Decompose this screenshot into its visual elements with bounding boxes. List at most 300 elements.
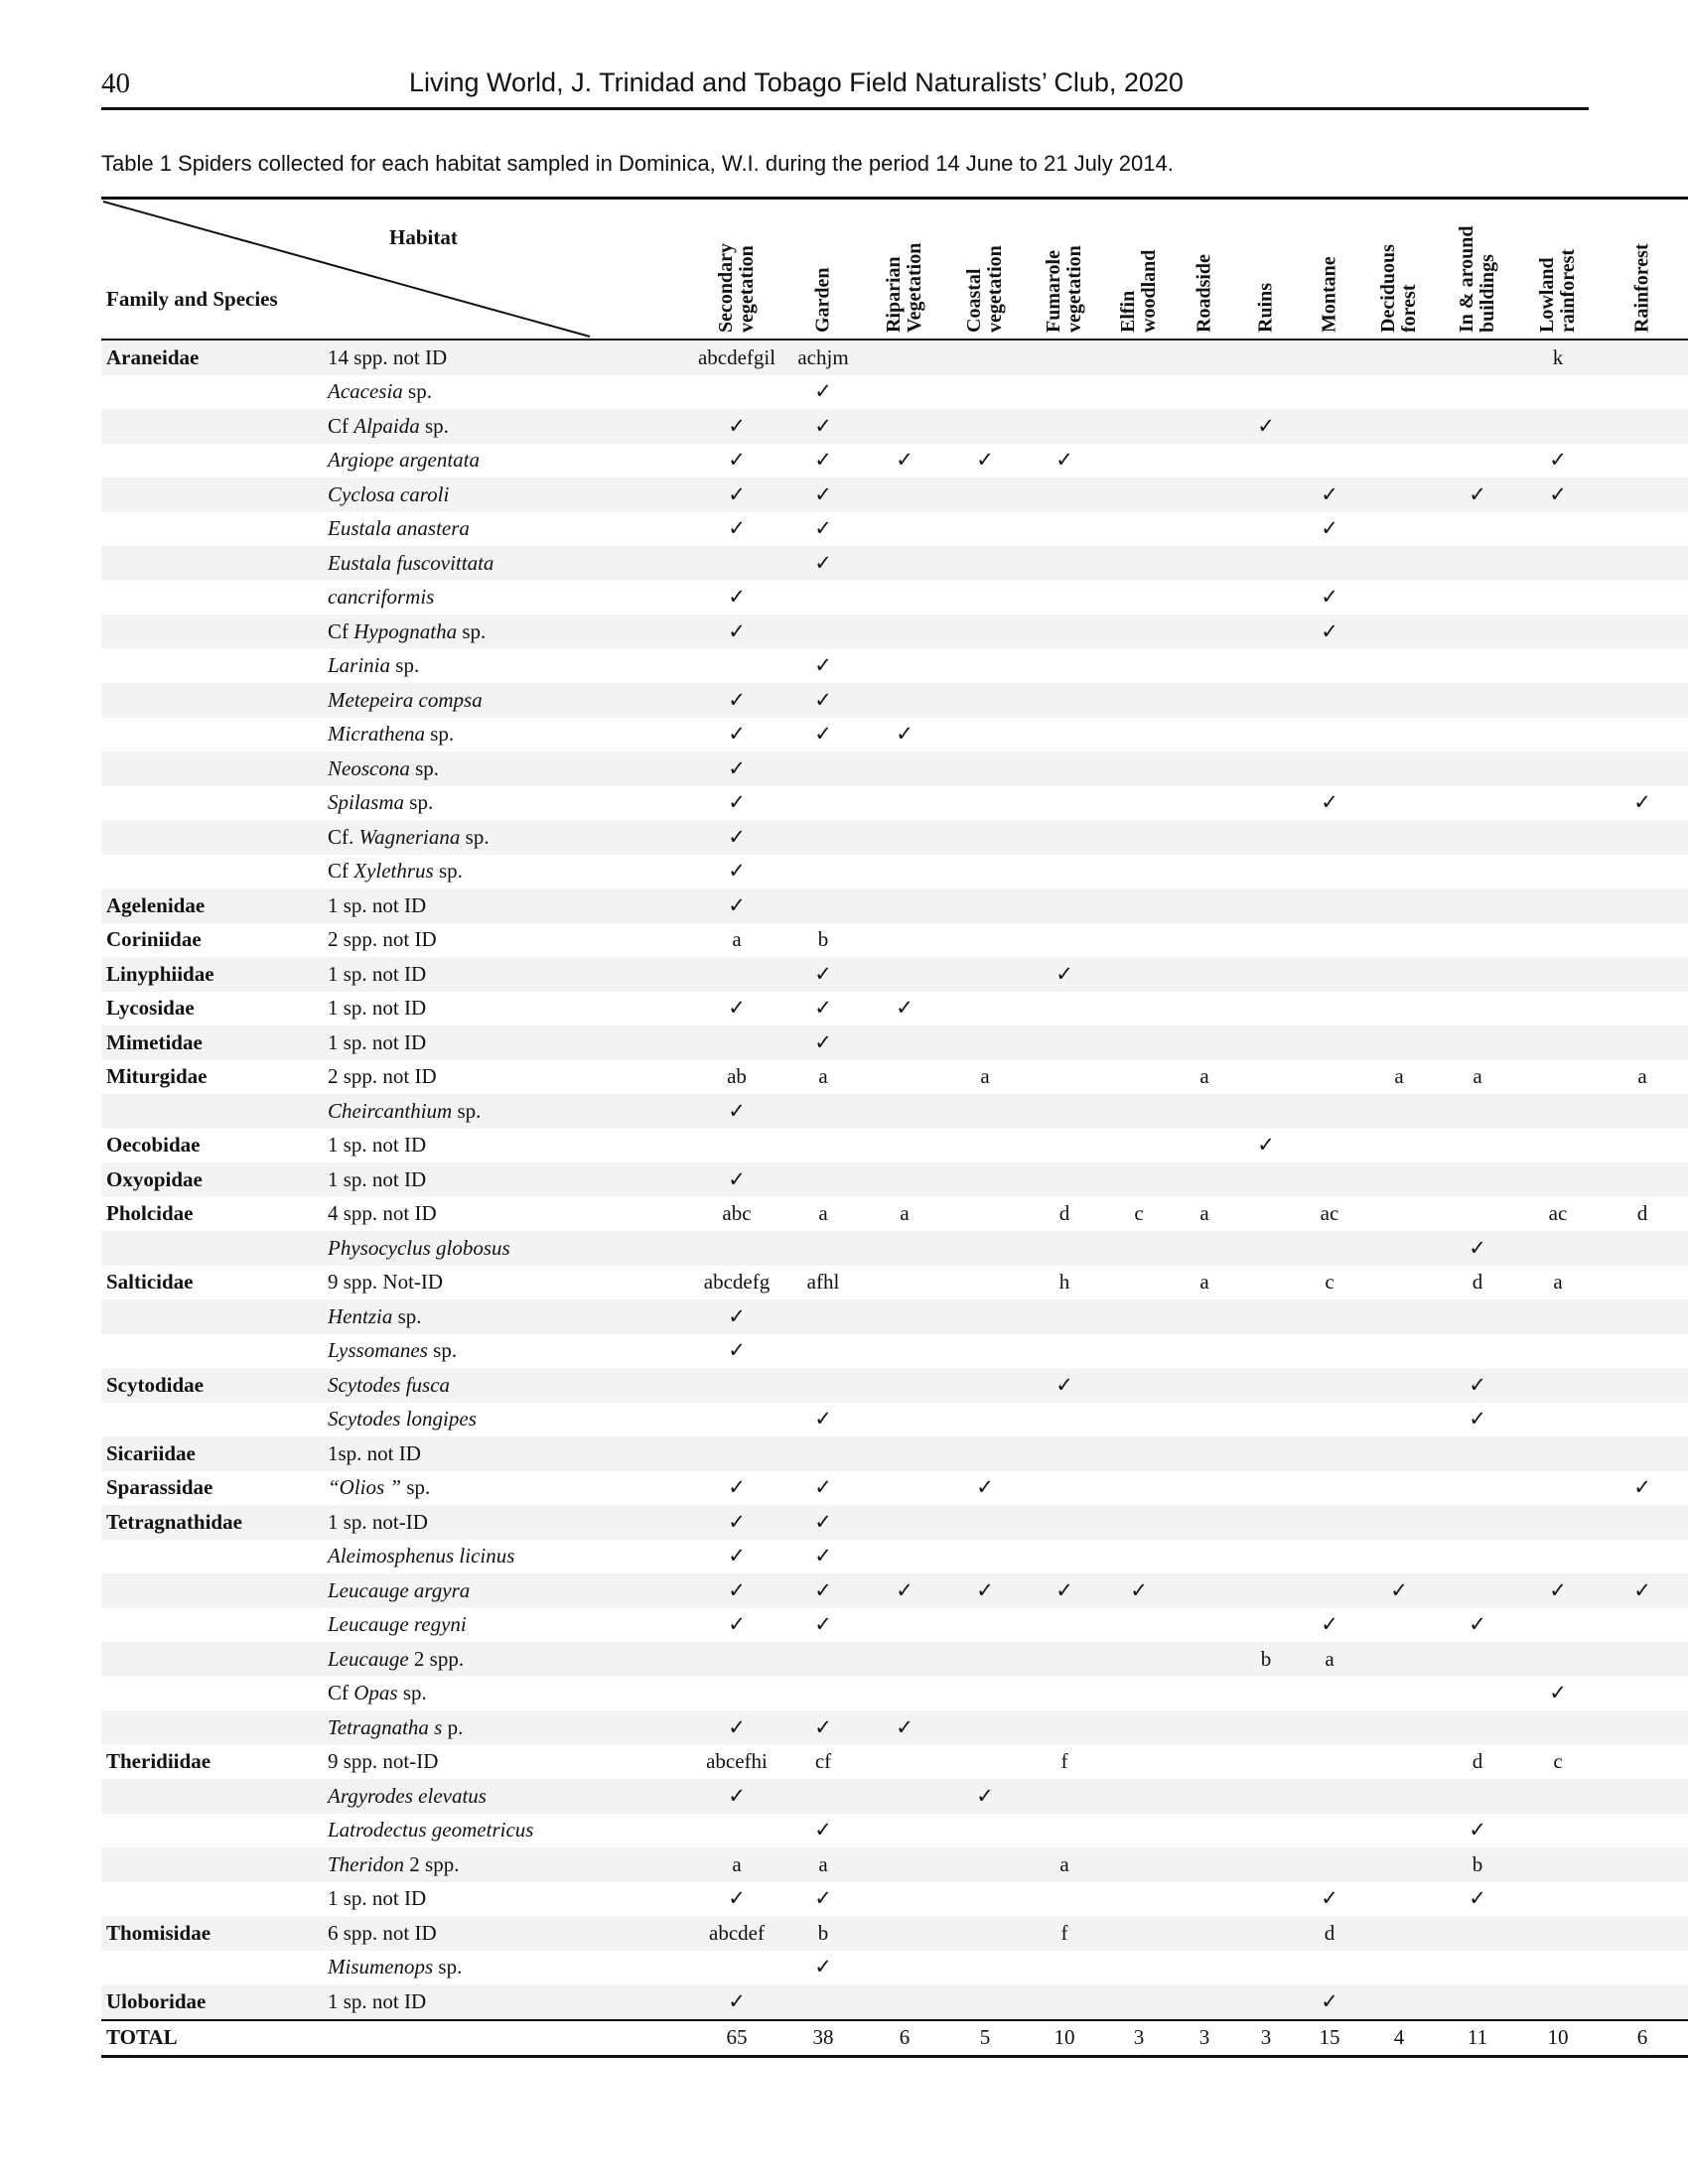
habitat-cell (782, 855, 864, 889)
habitat-cell (945, 751, 1025, 786)
habitat-cell (1025, 478, 1104, 512)
habitat-cell (1025, 1334, 1104, 1369)
habitat-cell (1597, 546, 1688, 581)
habitat-header-12 (1597, 200, 1688, 340)
check-icon: ✓ (1597, 1573, 1688, 1608)
check-icon: ✓ (814, 448, 832, 473)
habitat-cell (1235, 1060, 1297, 1095)
total-value: 38 (782, 2020, 864, 2057)
species-pre: 1 sp. not ID (328, 1988, 427, 2013)
habitat-cell (1104, 1368, 1174, 1403)
habitat-cell (1519, 888, 1597, 923)
habitat-cell (1025, 1436, 1104, 1471)
species-cell (326, 1882, 691, 1917)
check-icon: ✓ (814, 722, 832, 747)
habitat-cell (1235, 992, 1297, 1026)
habitat-cell (1297, 1505, 1362, 1540)
species-cell (326, 923, 691, 958)
habitat-cell (945, 1540, 1025, 1574)
habitat-cell (782, 1162, 864, 1197)
habitat-cell (1436, 855, 1519, 889)
species-cell (326, 1025, 691, 1060)
species-pre: 1 sp. not ID (328, 996, 427, 1021)
page-number: 40 (101, 68, 130, 99)
habitat-cell (691, 957, 782, 992)
habitat-cell (1104, 992, 1174, 1026)
species-it: Argyrodes elevatus (328, 1783, 487, 1808)
check-icon: ✓ (691, 1299, 782, 1334)
habitat-cell (1297, 1471, 1362, 1506)
check-icon: ✓ (728, 996, 746, 1021)
habitat-cell (1025, 1299, 1104, 1334)
habitat-cell (1597, 478, 1688, 512)
table-row (101, 1847, 1688, 1882)
check-icon: ✓ (728, 1338, 746, 1363)
habitat-header-line: Lowland (1536, 257, 1558, 333)
habitat-cell (1025, 820, 1104, 855)
habitat-cell (1297, 992, 1362, 1026)
habitat-header-line: In & around (1456, 225, 1477, 333)
habitat-cell (1174, 1916, 1235, 1951)
habitat-cell (1104, 923, 1174, 958)
habitat-cell (945, 1334, 1025, 1369)
habitat-cell (1362, 1025, 1436, 1060)
total-value: 65 (691, 2020, 782, 2057)
habitat-cell (1597, 1436, 1688, 1471)
habitat-cell (691, 375, 782, 410)
species-cell (326, 614, 691, 649)
habitat-cell (1362, 1710, 1436, 1745)
habitat-cell (1436, 1573, 1519, 1608)
species-cell (326, 1814, 691, 1848)
table-row (101, 1368, 1688, 1403)
species-cell (326, 820, 691, 855)
species-it: Cheircanthium (328, 1098, 453, 1123)
habitat-cell (1436, 923, 1519, 958)
total-row (101, 2020, 1688, 2057)
species-cell (326, 1094, 691, 1129)
check-icon: ✓ (1519, 478, 1597, 512)
table-row (101, 1025, 1688, 1060)
habitat-header-line: vegetation (984, 245, 1006, 333)
check-icon: ✓ (814, 1475, 832, 1500)
habitat-cell (1436, 1471, 1519, 1506)
habitat-cell (1025, 375, 1104, 410)
habitat-cell (1235, 683, 1297, 718)
species-cell (326, 1540, 691, 1574)
habitat-cell (864, 1882, 945, 1917)
habitat-cell (1362, 1608, 1436, 1643)
habitat-cell (1174, 649, 1235, 684)
habitat-cell (1104, 1677, 1174, 1711)
habitat-cell (1597, 683, 1688, 718)
habitat-header-line: Deciduous (1377, 244, 1399, 333)
habitat-cell (1597, 1505, 1688, 1540)
species-post: sp. (401, 1475, 431, 1500)
habitat-cell (1297, 1847, 1362, 1882)
habitat-cell (1297, 1060, 1362, 1095)
habitat-cell (1297, 1779, 1362, 1814)
species-cell (326, 1436, 691, 1471)
habitat-cell (1362, 1162, 1436, 1197)
habitat-cell (1235, 1471, 1297, 1506)
habitat-cell: c (1325, 1270, 1335, 1295)
habitat-cell (1362, 1745, 1436, 1780)
habitat-cell (1362, 683, 1436, 718)
habitat-cell (1174, 1608, 1235, 1643)
habitat-cell (1519, 1642, 1597, 1677)
habitat-cell: a (1199, 1270, 1209, 1295)
habitat-cell (945, 1814, 1025, 1848)
habitat-cell (864, 923, 945, 958)
table-row (101, 375, 1688, 410)
species-cell (326, 649, 691, 684)
habitat-cell (691, 1403, 782, 1437)
habitat-cell: d (1472, 1749, 1483, 1774)
habitat-cell (782, 1677, 864, 1711)
habitat-cell (864, 1608, 945, 1643)
habitat-header-label (1256, 283, 1277, 333)
habitat-cell (691, 1129, 782, 1163)
habitat-cell (1519, 1403, 1597, 1437)
habitat-cell (1362, 992, 1436, 1026)
family-cell: Oxyopidae (101, 1162, 326, 1197)
habitat-cell: achjm (782, 340, 864, 375)
habitat-cell (1235, 478, 1297, 512)
habitat-cell (1297, 1299, 1362, 1334)
habitat-cell (1362, 751, 1436, 786)
species-cell (326, 957, 691, 992)
table-row (101, 820, 1688, 855)
habitat-cell (1519, 957, 1597, 992)
table-header-row (101, 200, 1688, 340)
species-cell (326, 1916, 691, 1951)
table-row (101, 1162, 1688, 1197)
table-row (101, 1266, 1688, 1300)
species-it: Hypognatha (353, 618, 458, 643)
habitat-cell (945, 992, 1025, 1026)
species-cell (326, 1745, 691, 1780)
habitat-cell (1597, 581, 1688, 615)
habitat-cell (1174, 1814, 1235, 1848)
habitat-cell (1436, 409, 1519, 444)
family-cell (101, 375, 326, 410)
family-cell (101, 649, 326, 684)
habitat-cell (1104, 1882, 1174, 1917)
total-value: 3 (1235, 2020, 1297, 2057)
check-icon: ✓ (814, 516, 832, 541)
habitat-cell (1436, 340, 1519, 375)
table-row (101, 1677, 1688, 1711)
species-post: 2 spp. (408, 1646, 465, 1671)
habitat-cell (945, 546, 1025, 581)
family-cell: Thomisidae (101, 1916, 326, 1951)
check-icon: ✓ (1257, 1133, 1275, 1158)
habitat-cell (1597, 1025, 1688, 1060)
family-cell: Sparassidae (106, 1475, 213, 1500)
habitat-cell (1519, 786, 1597, 821)
habitat-cell: f (1060, 1749, 1068, 1774)
check-icon: ✓ (1633, 790, 1651, 815)
habitat-cell (1436, 1094, 1519, 1129)
habitat-cell (864, 1847, 945, 1882)
species-pre: 1 sp. not ID (328, 1886, 427, 1911)
species-it: Leucauge (328, 1646, 409, 1671)
habitat-cell (1235, 1299, 1297, 1334)
habitat-header-line: Coastal (963, 268, 985, 333)
habitat-cell (1174, 375, 1235, 410)
habitat-cell (1174, 1710, 1235, 1745)
habitat-cell: abcdefg (703, 1270, 771, 1295)
habitat-cell (1597, 718, 1688, 752)
habitat-cell (1174, 923, 1235, 958)
habitat-cell (1362, 1334, 1436, 1369)
habitat-cell (1519, 1710, 1597, 1745)
habitat-header-label (1118, 250, 1160, 333)
habitat-cell (1297, 751, 1362, 786)
habitat-cell (1597, 1642, 1688, 1677)
habitat-cell (1235, 923, 1297, 958)
habitat-cell (1597, 1677, 1688, 1711)
habitat-cell: ac (1320, 1201, 1339, 1226)
species-it: Acacesia (328, 379, 403, 404)
habitat-cell (1362, 1984, 1436, 2020)
check-icon: ✓ (728, 722, 746, 747)
family-cell: Oecobidae (106, 1133, 201, 1158)
check-icon: ✓ (691, 1505, 782, 1540)
habitat-cell (1597, 1129, 1688, 1163)
table-caption: Table 1 Spiders collected for each habitat sampled in Dominica, W.I. during the period 14 June to 21 July 2014. (101, 151, 1174, 176)
habitat-cell (1025, 855, 1104, 889)
habitat-cell (1597, 992, 1688, 1026)
habitat-cell (1597, 923, 1688, 958)
species-it: Hentzia (328, 1303, 393, 1328)
habitat-cell (864, 1299, 945, 1334)
check-icon: ✓ (814, 1612, 832, 1637)
check-icon: ✓ (691, 888, 782, 923)
habitat-cell (1025, 546, 1104, 581)
habitat-cell (1436, 1916, 1519, 1951)
species-it: Latrodectus geometricus (328, 1818, 534, 1843)
species-it: Eustala anastera (328, 516, 470, 541)
species-pre: 1 sp. not ID (328, 1029, 427, 1054)
table-row (101, 1060, 1688, 1095)
habitat-cell (1174, 1779, 1235, 1814)
habitat-header-line: Roadside (1193, 254, 1215, 333)
habitat-cell (1519, 1025, 1597, 1060)
habitat-header-line: Fumarole (1043, 250, 1064, 333)
check-icon: ✓ (1436, 1368, 1519, 1403)
habitat-cell (1436, 375, 1519, 410)
species-pre: 9 spp. not-ID (328, 1749, 439, 1774)
species-pre: 2 spp. not ID (328, 1064, 437, 1089)
table-row (101, 1197, 1688, 1232)
species-post: sp. (427, 1338, 458, 1363)
habitat-cell (691, 1025, 782, 1060)
habitat-cell (1597, 855, 1688, 889)
family-cell (101, 855, 326, 889)
table-row (101, 1608, 1688, 1643)
habitat-cell: c (1553, 1749, 1563, 1774)
habitat-cell: b (1436, 1847, 1519, 1882)
habitat-cell (864, 340, 945, 375)
habitat-cell (864, 581, 945, 615)
habitat-cell (1297, 1162, 1362, 1197)
habitat-header-line: Montane (1318, 256, 1340, 333)
habitat-cell (1174, 478, 1235, 512)
habitat-cell (945, 1025, 1025, 1060)
species-pre: 1 sp. not ID (328, 1133, 427, 1158)
habitat-header-7 (1235, 200, 1297, 340)
habitat-cell (945, 786, 1025, 821)
habitat-cell (1104, 1129, 1174, 1163)
habitat-cell (782, 1984, 864, 2020)
check-icon: ✓ (896, 722, 914, 747)
species-cell (326, 1060, 691, 1095)
table-row (101, 923, 1688, 958)
table-row (101, 1094, 1688, 1129)
habitat-cell (1519, 375, 1597, 410)
habitat-cell (1104, 683, 1174, 718)
check-icon: ✓ (728, 1544, 746, 1569)
habitat-cell (1519, 1471, 1597, 1506)
family-cell (101, 1299, 326, 1334)
habitat-cell (1025, 1951, 1104, 1985)
habitat-cell (1025, 1710, 1104, 1745)
check-icon: ✓ (945, 1573, 1025, 1608)
habitat-cell (1235, 444, 1297, 478)
habitat-cell (945, 478, 1025, 512)
habitat-cell (1436, 888, 1519, 923)
habitat-cell (691, 1677, 782, 1711)
habitat-cell (1362, 1299, 1436, 1334)
check-icon: ✓ (691, 1573, 782, 1608)
species-pre: Cf (328, 413, 354, 438)
species-post: sp. (402, 379, 432, 404)
habitat-cell (1519, 1779, 1597, 1814)
check-icon: ✓ (728, 1886, 746, 1911)
habitat-cell (1174, 1436, 1235, 1471)
habitat-cell (1025, 1060, 1104, 1095)
habitat-cell: abcefhi (706, 1749, 768, 1774)
habitat-cell (1597, 1814, 1688, 1848)
habitat-cell (864, 409, 945, 444)
habitat-cell (1362, 1094, 1436, 1129)
habitat-cell (1174, 1403, 1235, 1437)
habitat-cell (945, 1129, 1025, 1163)
species-pre: 4 spp. not ID (328, 1201, 437, 1226)
check-icon: ✓ (691, 1094, 782, 1129)
habitat-cell (1235, 1162, 1297, 1197)
habitat-cell (1436, 1436, 1519, 1471)
habitat-cell (1597, 1094, 1688, 1129)
habitat-header-label (1457, 226, 1498, 333)
check-icon: ✓ (896, 996, 914, 1021)
habitat-header-line: Rainforest (1630, 243, 1653, 333)
check-icon: ✓ (1025, 957, 1104, 992)
habitat-cell (1025, 1642, 1104, 1677)
check-icon: ✓ (691, 683, 782, 718)
habitat-cell (1597, 340, 1688, 375)
habitat-cell (1362, 1882, 1436, 1917)
habitat-cell (1025, 512, 1104, 547)
habitat-cell (1235, 1436, 1297, 1471)
check-icon: ✓ (864, 1710, 945, 1745)
family-cell: Scytodidae (101, 1368, 326, 1403)
species-cell (326, 375, 691, 410)
check-icon: ✓ (728, 1475, 746, 1500)
habitat-cell (1297, 683, 1362, 718)
habitat-cell (1436, 1129, 1519, 1163)
habitat-cell (1174, 1162, 1235, 1197)
family-cell (101, 786, 326, 821)
species-it: cancriformis (328, 585, 435, 610)
habitat-cell: h (1058, 1270, 1070, 1295)
species-cell (326, 718, 691, 752)
habitat-cell (864, 1745, 945, 1780)
check-icon: ✓ (691, 1779, 782, 1814)
check-icon: ✓ (782, 683, 864, 718)
habitat-cell (782, 614, 864, 649)
habitat-cell (945, 1677, 1025, 1711)
habitat-cell (1025, 1608, 1104, 1643)
habitat-cell (1025, 1471, 1104, 1506)
corner-diagonal-line (101, 200, 691, 339)
table-row (101, 1299, 1688, 1334)
habitat-cell (1174, 1368, 1235, 1403)
habitat-cell: d (1636, 1201, 1648, 1226)
habitat-header-10 (1436, 200, 1519, 340)
habitat-cell (1597, 957, 1688, 992)
habitat-cell (1025, 1231, 1104, 1266)
habitat-cell (945, 1368, 1025, 1403)
habitat-cell (782, 1436, 864, 1471)
check-icon: ✓ (1321, 1612, 1338, 1637)
check-icon: ✓ (814, 379, 832, 404)
habitat-cell (1297, 1745, 1362, 1780)
table-row (101, 340, 1688, 375)
habitat-cell: abcdef (691, 1916, 782, 1951)
habitat-cell (1104, 1231, 1174, 1266)
habitat-cell: d (1297, 1916, 1362, 1951)
habitat-cell (945, 649, 1025, 684)
check-icon: ✓ (1469, 1612, 1486, 1637)
family-cell (101, 1642, 326, 1677)
habitat-cell (1297, 1025, 1362, 1060)
species-it: Theridon (328, 1851, 405, 1876)
check-icon: ✓ (1633, 1475, 1651, 1500)
habitat-cell (1297, 649, 1362, 684)
habitat-cell (1174, 512, 1235, 547)
table-row (101, 649, 1688, 684)
habitat-cell (782, 1642, 864, 1677)
habitat-cell (864, 614, 945, 649)
habitat-cell (1025, 786, 1104, 821)
check-icon: ✓ (691, 751, 782, 786)
habitat-cell: c (1134, 1201, 1144, 1226)
table-row (101, 786, 1688, 821)
habitat-cell (1235, 1847, 1297, 1882)
habitat-cell (1235, 1197, 1297, 1232)
habitat-cell (1235, 1984, 1297, 2020)
habitat-cell (1436, 992, 1519, 1026)
check-icon: ✓ (782, 957, 864, 992)
habitat-cell (1174, 1299, 1235, 1334)
habitat-cell (1519, 1231, 1597, 1266)
check-icon: ✓ (691, 1984, 782, 2020)
habitat-cell (1436, 1642, 1519, 1677)
habitat-cell (1174, 820, 1235, 855)
